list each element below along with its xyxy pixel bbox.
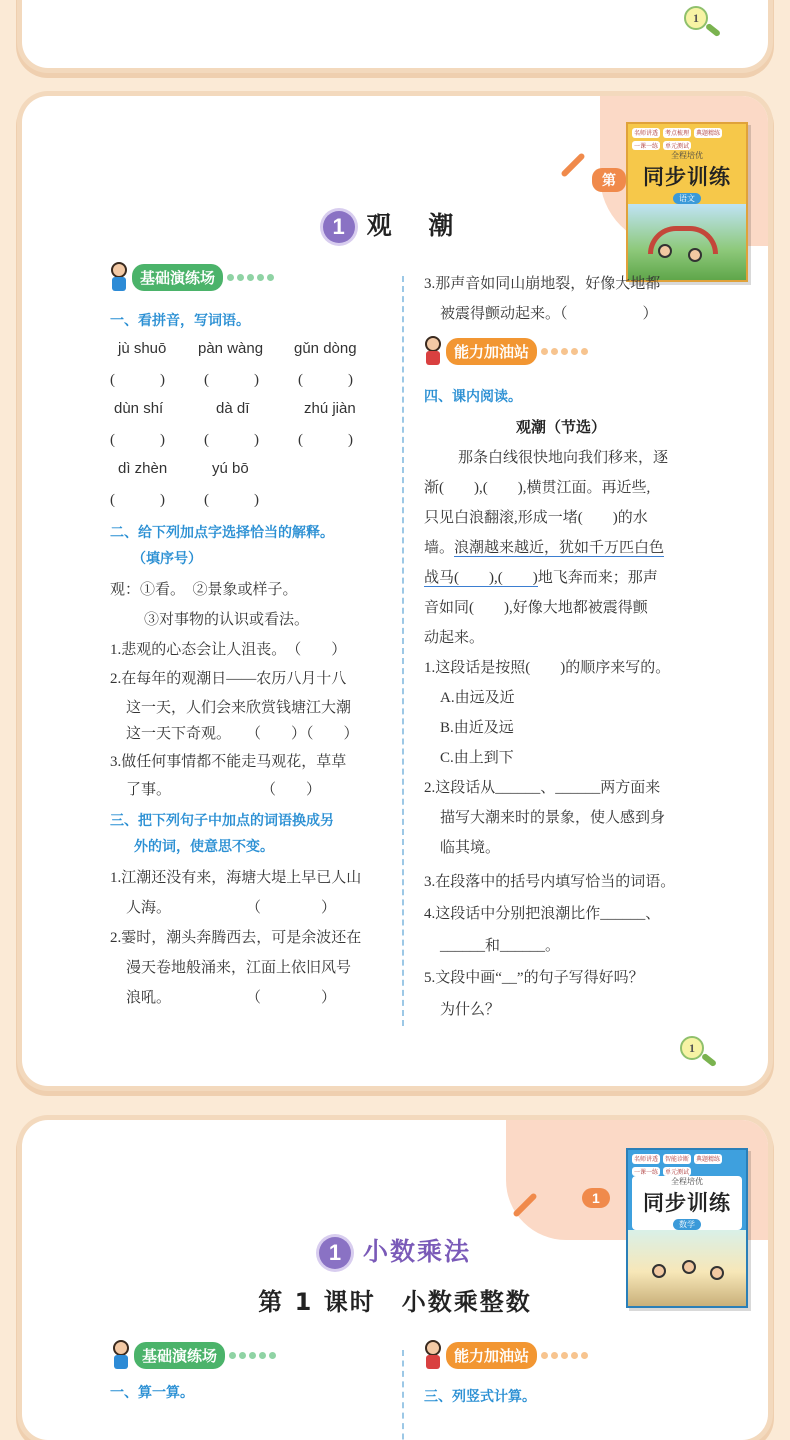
book-series: 全程培优	[671, 151, 703, 160]
question: 被震得颤动起来。（ ）	[440, 306, 658, 322]
question: 2.霎时，潮头奔腾西去，可是余波还在	[110, 930, 362, 946]
lesson-number-badge: 1	[319, 1237, 351, 1269]
answer-blank[interactable]: ( )	[110, 372, 165, 388]
boy-icon	[110, 1340, 132, 1370]
question: 4.这段话中分别把浪潮比作______、	[424, 906, 661, 922]
section-banner-basic: 基础演练场	[110, 1342, 276, 1368]
pinyin: pàn wàng	[198, 340, 264, 357]
section-heading: 外的词，使意思不变。	[134, 839, 274, 855]
section-heading: 三、把下列句子中加点的词语换成另	[110, 813, 334, 829]
column-divider	[402, 276, 404, 1026]
pinyin: jù shuō	[118, 340, 167, 357]
underlined-sentence: 战马( ),( )	[424, 570, 538, 586]
rocket-icon	[560, 152, 585, 177]
answer-option[interactable]: C.由上到下	[440, 750, 514, 766]
question: 为什么？	[440, 1002, 501, 1018]
pinyin: dì zhèn	[118, 460, 168, 477]
section-heading-note: （填序号）	[132, 551, 202, 567]
page-magnifier-icon	[684, 6, 724, 38]
answer-blank[interactable]: ( )	[298, 372, 353, 388]
answer-option[interactable]: A.由远及近	[440, 690, 515, 706]
question: 这一天，人们会来欣赏钱塘江大潮	[126, 700, 352, 716]
page-magnifier-icon	[680, 1036, 720, 1068]
book-name: 同步训练	[643, 1191, 731, 1215]
section-banner-ability: 能力加油站	[422, 338, 588, 364]
reading-title: 观潮（节选）	[516, 418, 607, 436]
pinyin: dà dī	[216, 400, 250, 417]
passage-line: 动起来。	[424, 630, 485, 646]
question: 1.悲观的心态会让人沮丧。 （ ）	[110, 642, 347, 658]
question: 这一天下奇观。 （ ）（ ）	[126, 726, 359, 742]
question: 1.这段话是按照( )的顺序来写的。	[424, 660, 671, 676]
answer-blank[interactable]: ( )	[204, 492, 259, 508]
definition: 观：①看。 ②景象或样子。	[110, 582, 298, 598]
page-number: 1	[684, 6, 708, 30]
answer-blank[interactable]: ( )	[204, 372, 259, 388]
book-subject: 数学	[673, 1219, 701, 1230]
lesson-title: 1 观 潮	[22, 206, 768, 243]
section-heading: 一、看拼音，写词语。	[110, 313, 250, 329]
question: 3.那声音如同山崩地裂，好像大地都	[424, 276, 661, 292]
question: 3.在段落中的括号内填写恰当的词语。	[424, 874, 676, 890]
corner-tag: 第	[592, 168, 626, 192]
pinyin: gǔn dòng	[294, 340, 357, 357]
answer-blank[interactable]: ( )	[110, 432, 165, 448]
book-series: 全程培优	[671, 1177, 703, 1186]
lesson-subtitle: 第 1 课时 小数乘整数	[258, 1288, 532, 1316]
lesson-title: 1 小数乘法	[22, 1232, 768, 1269]
passage-line: 只见白浪翻滚,形成一堵( )的水	[424, 510, 648, 526]
girl-icon	[422, 336, 444, 366]
answer-blank[interactable]: ( )	[298, 432, 353, 448]
page-number: 1	[680, 1036, 704, 1060]
question: 5.文段中画“__”的句子写得好吗？	[424, 970, 644, 986]
question: 浪吼。 （ ）	[126, 990, 337, 1006]
section-heading: 一、算一算。	[110, 1385, 194, 1401]
book-cover-image: 名师讲透 考点梳理 典题精练 一课一练 单元测试 全程培优 同步训练 语文	[626, 122, 748, 282]
pinyin: dùn shí	[114, 400, 164, 417]
column-divider	[402, 1350, 404, 1440]
question: 2.这段话从______、______两方面来	[424, 780, 661, 796]
question: 了事。 （ ）	[126, 782, 322, 798]
lesson-page-card	[22, 96, 768, 1086]
section-heading: 二、给下列加点字选择恰当的解释。	[110, 525, 334, 541]
passage-line: 战马( ),( )地飞奔而来；那声	[424, 570, 658, 586]
definition: ③对事物的认识或看法。	[144, 612, 310, 628]
passage-line: 墙。浪潮越来越近，犹如千万匹白色	[424, 540, 665, 556]
boy-icon	[108, 262, 130, 292]
section-heading: 四、课内阅读。	[424, 389, 522, 405]
lesson-number-badge: 1	[323, 211, 355, 243]
section-banner-basic: 基础演练场	[108, 264, 274, 290]
answer-blank[interactable]: ( )	[110, 492, 165, 508]
passage-line: 音如同( ),好像大地都被震得颤	[424, 600, 648, 616]
book-name: 同步训练	[643, 165, 731, 189]
question: ______和______。	[440, 938, 561, 954]
pinyin: zhú jiàn	[304, 400, 356, 417]
book-subject: 语文	[673, 193, 701, 204]
lesson-page-card	[22, 1120, 768, 1440]
corner-tag: 1	[582, 1188, 610, 1208]
book-cover-image: 名师讲透 智能诊断 典题精练 一课一练 单元测试 全程培优 同步训练 数学	[626, 1148, 748, 1308]
question: 描写大潮来时的景象，使人感到身	[440, 810, 666, 826]
pinyin: yú bō	[212, 460, 249, 477]
question: 1.江潮还没有来，海塘大堤上早已人山	[110, 870, 362, 886]
section-banner-ability: 能力加油站	[422, 1342, 588, 1368]
girl-icon	[422, 1340, 444, 1370]
question: 临其境。	[440, 840, 501, 856]
answer-blank[interactable]: ( )	[204, 432, 259, 448]
passage-line: 那条白线很快地向我们移来，逐	[458, 450, 669, 466]
question: 2.在每年的观潮日——农历八月十八	[110, 671, 347, 687]
question: 漫天卷地般涌来，江面上依旧风号	[126, 960, 352, 976]
passage-line: 渐( ),( ),横贯江面。再近些,	[424, 480, 651, 496]
section-heading: 三、列竖式计算。	[424, 1389, 536, 1405]
question: 人海。 （ ）	[126, 900, 337, 916]
answer-option[interactable]: B.由近及远	[440, 720, 514, 736]
question: 3.做任何事情都不能走马观花，草草	[110, 754, 347, 770]
previous-page-card	[22, 0, 768, 68]
underlined-sentence: 浪潮越来越近，犹如千万匹白色	[454, 540, 665, 556]
